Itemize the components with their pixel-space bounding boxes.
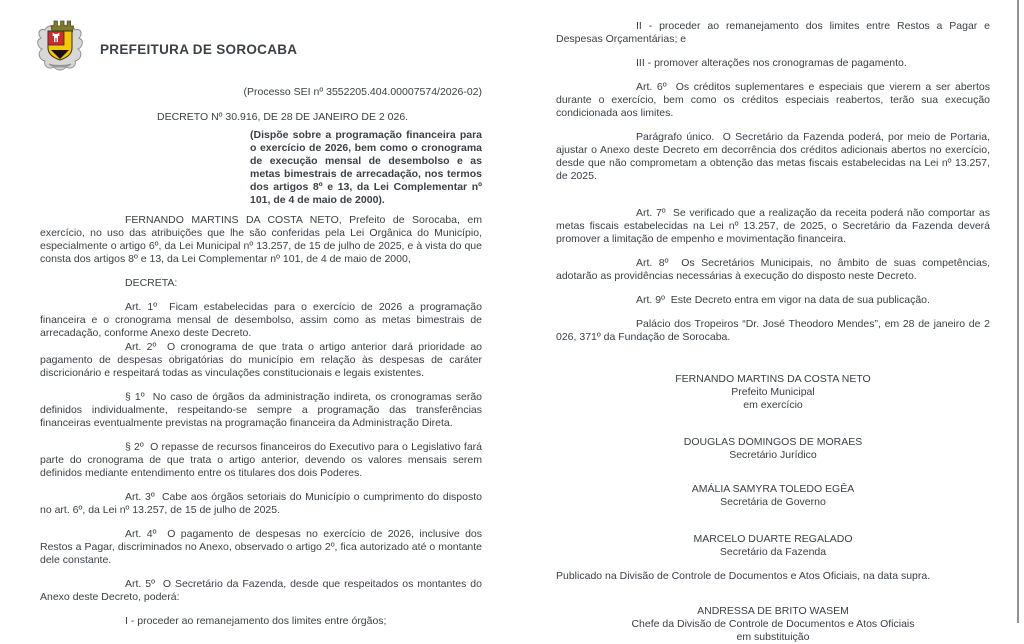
decree-body-left: [40, 214, 482, 628]
signature-name: AMÁLIA SAMYRA TOLEDO EGÊA: [691, 483, 855, 495]
signature-block-mayor: [556, 373, 990, 412]
document-paragraph: § 2º O repasse de recursos financeiros do Executivo para o Legislativo fará parte do cronograma de que trata o artigo anterior, devendo os valores mensais serem definidos mediante entendimento entre os titulares dos dois Poderes.: [40, 441, 482, 479]
document-paragraph: III - promover alterações nos cronogramas de pagamento.: [636, 57, 907, 69]
document-paragraph: DECRETA:: [125, 277, 178, 289]
document-paragraph: Art. 4º O pagamento de despesas no exercício de 2026, inclusive dos Restos a Pagar, discriminados no Anexo, observado o artigo 2º, fica autorizado até o montante dele constante.: [40, 528, 482, 566]
sorocaba-coat-of-arms-icon: [35, 14, 85, 74]
decree-title: DECRETO Nº 30.916, DE 28 DE JANEIRO DE 2 026.: [157, 111, 409, 123]
signature-note: em exercício: [743, 399, 803, 411]
publication-line: Publicado na Divisão de Controle de Documentos e Atos Oficiais, na data supra.: [556, 570, 931, 582]
document-paragraph: Art. 8º Os Secretários Municipais, no âmbito de suas competências, adotarão as providências necessárias à execução do disposto neste Decreto.: [556, 257, 990, 282]
signature-role: Chefe da Divisão de Controle de Documentos e Atos Oficiais: [631, 618, 915, 630]
document-paragraph: Art. 5º O Secretário da Fazenda, desde que respeitados os montantes do Anexo deste Decreto, poderá:: [40, 578, 482, 603]
document-paragraph: Parágrafo único. O Secretário da Fazenda poderá, por meio de Portaria, ajustar o Anexo deste Decreto em decorrência dos créditos adicionais abertos no exercício, desde que não comprometam a obtenção das metas fiscais estabelecidas na Lei nº 13.257, de 2025.: [556, 131, 990, 182]
signature-role: Secretária de Governo: [720, 496, 826, 508]
signature-note: em substituição: [736, 631, 810, 643]
signature-role: Secretário da Fazenda: [719, 546, 827, 558]
signature-role: Secretário Jurídico: [729, 449, 817, 461]
organization-title: PREFEITURA DE SOROCABA: [100, 42, 298, 57]
document-paragraph: Art. 7º Se verificado que a realização da receita poderá não comportar as metas fiscais estabelecidas na Lei nº 13.257, de 2025, o Secretário da Fazenda deverá promover a limitação de empenho e movimentação financeira.: [556, 207, 990, 245]
document-paragraph: § 1º No caso de órgãos da administração indireta, os cronogramas serão definidos individualmente, respeitando-se sempre a programação das transferências financeiras eventualmente previstas na programação financeira da Administração Direta.: [40, 391, 482, 429]
signature-name: DOUGLAS DOMINGOS DE MORAES: [683, 436, 863, 448]
document-paragraph: Art. 9º Este Decreto entra em vigor na data de sua publicação.: [636, 294, 930, 306]
signature-block-government-secretary: [556, 483, 990, 509]
decree-summary: (Dispõe sobre a programação financeira para o exercício de 2026, bem como o cronograma de execução mensal de desembolso e as metas bimestrais de arrecadação, nos termos dos artigos 8º e 13, da Lei Complementar nº 101, de 4 de maio de 2000).: [250, 129, 482, 206]
document-paragraph: Art. 1º Ficam estabelecidas para o exercício de 2026 a programação financeira e o cronograma mensal de desembolso, assim como as metas bimestrais de arrecadação, conforme Anexo deste Decreto.: [40, 301, 482, 339]
document-paragraph: Art. 3º Cabe aos órgãos setoriais do Município o cumprimento do disposto no art. 6º, da Lei nº 13.257, de 15 de julho de 2025.: [40, 491, 482, 516]
signature-block-legal-secretary: [556, 436, 990, 462]
signature-role: Prefeito Municipal: [731, 386, 815, 398]
signature-block-finance-secretary: [556, 533, 990, 559]
signature-name: MARCELO DUARTE REGALADO: [693, 533, 853, 545]
document-paragraph: Art. 2º O cronograma de que trata o artigo anterior dará prioridade ao pagamento de despesas obrigatórias do município em relação às despesas de caráter discricionário e respeitará todas as vinculações constitucionais e legais existentes.: [40, 341, 482, 379]
right-column: [556, 20, 990, 644]
decree-body-right: [556, 20, 990, 344]
document-paragraph: Art. 6º Os créditos suplementares e especiais que vierem a ser abertos durante o exercício, bem como os créditos especiais reabertos, terão sua execução condicionada aos limites.: [556, 81, 990, 119]
process-number-line: (Processo SEI nº 3552205.404.00007574/2026-02): [243, 86, 482, 98]
signature-block-division-chief: [556, 605, 990, 644]
signature-name: ANDRESSA DE BRITO WASEM: [697, 605, 849, 617]
signature-name: FERNANDO MARTINS DA COSTA NETO: [675, 373, 871, 385]
left-column: [40, 86, 482, 639]
document-paragraph: Palácio dos Tropeiros “Dr. José Theodoro Mendes”, em 28 de janeiro de 2 026, 371º da Fundação de Sorocaba.: [556, 318, 990, 343]
document-paragraph: II - proceder ao remanejamento dos limites entre Restos a Pagar e Despesas Orçamentárias; e: [556, 20, 990, 45]
document-paragraph: FERNANDO MARTINS DA COSTA NETO, Prefeito de Sorocaba, em exercício, no uso das atribuições que lhe são conferidas pela Lei Orgânica do Município, especialmente o artigo 6º, da Lei Municipal nº 13.257, de 15 de julho de 2025, e à vista do que consta dos artigos 8º e 13, da Lei Complementar nº 101, de 4 de maio de 2000,: [40, 214, 482, 265]
document-paragraph: I - proceder ao remanejamento dos limites entre órgãos;: [125, 615, 387, 627]
page-right-border: [1017, 0, 1019, 623]
